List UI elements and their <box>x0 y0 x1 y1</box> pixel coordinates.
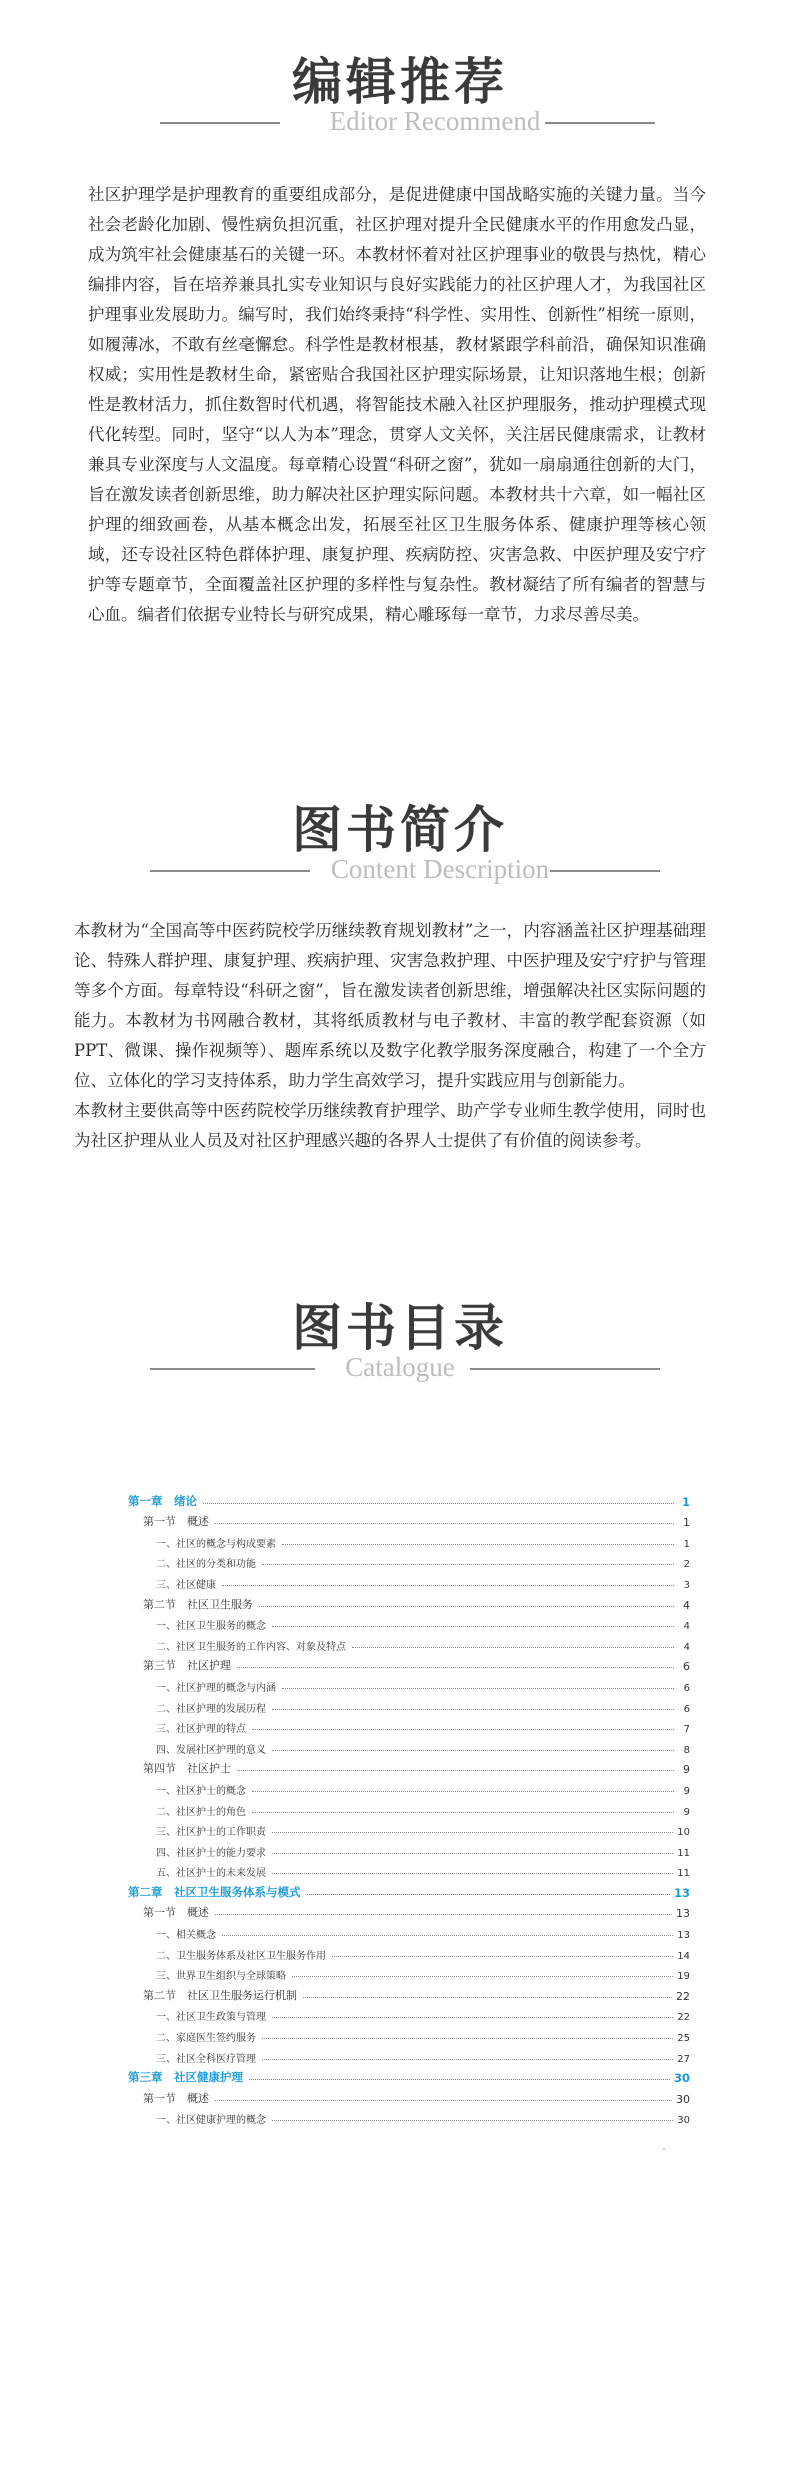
header-divider-right <box>470 1368 660 1370</box>
toc-item-row <box>128 1776 690 1797</box>
toc-entry-title: 二、社区卫生服务的工作内容、对象及特点 <box>156 1641 346 1653</box>
toc-leader-dots <box>272 1832 673 1833</box>
toc-page-number: 14 <box>677 1950 690 1962</box>
toc-item-row <box>128 1920 690 1941</box>
toc-leader-dots <box>262 2038 673 2039</box>
toc-entry-title: 二、社区护士的角色 <box>156 1806 246 1818</box>
toc-page-number: 19 <box>677 1971 690 1983</box>
toc-entry-title: 三、社区健康 <box>156 1579 216 1591</box>
toc-item-row <box>128 2023 690 2044</box>
toc-page-number: 25 <box>677 2033 690 2045</box>
toc-item-row <box>128 1550 690 1571</box>
toc-chapter-row <box>128 2065 690 2086</box>
toc-page-number: 9 <box>683 1763 690 1777</box>
decorative-dot <box>663 2148 665 2150</box>
toc-page-number: 4 <box>683 1641 690 1653</box>
toc-leader-dots <box>262 2059 673 2060</box>
toc-leader-dots <box>249 2079 670 2080</box>
toc-page-number: 13 <box>677 1930 690 1942</box>
toc-entry-title: 第二节 社区卫生服务运行机制 <box>143 1988 297 2002</box>
content-description-title: 图书简介 <box>292 801 508 859</box>
toc-entry-title: 一、相关概念 <box>156 1930 216 1942</box>
toc-leader-dots <box>203 1503 674 1504</box>
toc-page-number: 30 <box>676 2092 690 2106</box>
toc-page-number: 4 <box>683 1621 690 1633</box>
toc-page-number: 7 <box>683 1724 690 1736</box>
toc-section-row <box>128 1509 690 1530</box>
toc-chapter-row <box>128 1879 690 1900</box>
toc-entry-title: 三、社区全科医疗管理 <box>156 2053 256 2065</box>
toc-page-number: 9 <box>683 1806 690 1818</box>
toc-page-number: 1 <box>683 1538 690 1550</box>
toc-page-number: 4 <box>683 1598 690 1612</box>
toc-page-number: 30 <box>673 2071 690 2086</box>
editor-recommend-body <box>88 180 706 630</box>
toc-leader-dots <box>272 1750 674 1751</box>
toc-entry-title: 二、家庭医生签约服务 <box>156 2033 256 2045</box>
toc-entry-title: 第四节 社区护士 <box>143 1762 231 1776</box>
editor-recommend-paragraph: 社区护理学是护理教育的重要组成部分，是促进健康中国战略实施的关键力量。当今社会老龄化加剧、慢性病负担沉重，社区护理对提升全民健康水平的作用愈发凸显，成为筑牢社会健康基石的关键一环。本教材怀着对社区护理事业的敬畏与热忱，精心编排内容，旨在培养兼具扎实专业知识与良好实践能力的社区护理人才，为我国社区护理事业发展助力。编写时，我们始终秉持“科学性、实用性、创新性”相统一原则，如履薄冰，不敢有丝毫懈怠。科学性是教材根基，教材紧跟学科前沿，确保知识准确权威；实用性是教材生命，紧密贴合我国社区护理实际场景，让知识落地生根；创新性是教材活力，抓住数智时代机遇，将智能技术融入社区护理服务，推动护理模式现代化转型。同时，坚守“以人为本”理念，贯穿人文关怀，关注居民健康需求，让教材兼具专业深度与人文温度。每章精心设置“科研之窗”，犹如一扇扇通往创新的大门，旨在激发读者创新思维，助力解决社区护理实际问题。本教材共十六章，如一幅社区护理的细致画卷，从基本概念出发，拓展至社区卫生服务体系、健康护理等核心领域，还专设社区特色群体护理、康复护理、疾病防控、灾害急救、中医护理及安宁疗护等专题章节，全面覆盖社区护理的多样性与复杂性。教材凝结了所有编者的智慧与心血。编者们依据专业特长与研究成果，精心雕琢每一章节，力求尽善尽美。 <box>88 185 706 624</box>
toc-item-row <box>128 2044 690 2065</box>
toc-entry-title: 第三节 社区护理 <box>143 1659 231 1673</box>
toc-section-row <box>128 1653 690 1674</box>
toc-page-number: 13 <box>673 1885 690 1900</box>
toc-page-number: 1 <box>681 1494 690 1509</box>
toc-page-number: 11 <box>677 1868 690 1880</box>
toc-entry-title: 第一节 概述 <box>143 2091 209 2105</box>
toc-leader-dots <box>215 1914 672 1915</box>
toc-leader-dots <box>215 2100 672 2101</box>
toc-entry-title: 二、卫生服务体系及社区卫生服务作用 <box>156 1950 326 1962</box>
toc-item-row <box>128 1818 690 1839</box>
toc-leader-dots <box>259 1606 674 1607</box>
toc-section-row <box>128 1900 690 1921</box>
toc-item-row <box>128 2106 690 2127</box>
toc-page-number: 6 <box>683 1682 690 1694</box>
catalogue-title: 图书目录 <box>292 1299 508 1357</box>
content-description-body <box>74 916 706 1156</box>
toc-entry-title: 一、社区护理的概念与内涵 <box>156 1682 276 1694</box>
header-divider-left <box>160 122 280 124</box>
toc-entry-title: 二、社区护理的发展历程 <box>156 1703 266 1715</box>
toc-leader-dots <box>272 2120 673 2121</box>
toc-entry-title: 三、社区护理的特点 <box>156 1724 246 1736</box>
toc-item-row <box>128 1673 690 1694</box>
toc-leader-dots <box>307 1894 670 1895</box>
editor-recommend-subtitle: Editor Recommend <box>329 106 541 136</box>
toc-leader-dots <box>303 1997 672 1998</box>
toc-page-number: 2 <box>683 1559 690 1571</box>
toc-entry-title: 一、社区护士的概念 <box>156 1785 246 1797</box>
toc-entry-title: 三、社区护士的工作职责 <box>156 1827 266 1839</box>
toc-item-row <box>128 1632 690 1653</box>
toc-entry-title: 第二节 社区卫生服务 <box>143 1597 253 1611</box>
content-description-paragraph-2: 本教材主要供高等中医药院校学历继续教育护理学、助产学专业师生教学使用，同时也为社区护理从业人员及对社区护理感兴趣的各界人士提供了有价值的阅读参考。 <box>74 1101 706 1150</box>
toc-page-number: 27 <box>677 2053 690 2065</box>
toc-item-row <box>128 1735 690 1756</box>
toc-leader-dots <box>272 1853 673 1854</box>
toc-item-row <box>128 1529 690 1550</box>
toc-leader-dots <box>262 1564 674 1565</box>
catalogue-header <box>0 1288 800 1398</box>
toc-item-row <box>128 1962 690 1983</box>
content-description-header <box>0 790 800 900</box>
content-description-subtitle: Content Description <box>330 854 550 884</box>
toc-leader-dots <box>215 1523 674 1524</box>
toc-page-number: 1 <box>683 1516 690 1530</box>
toc-page-number: 30 <box>677 2115 690 2127</box>
toc-leader-dots <box>282 1544 674 1545</box>
toc-item-row <box>128 1941 690 1962</box>
toc-page-number: 13 <box>676 1907 690 1921</box>
toc-leader-dots <box>252 1812 674 1813</box>
toc-entry-title: 一、社区健康护理的概念 <box>156 2115 266 2127</box>
toc-page-number: 22 <box>677 2012 690 2024</box>
toc-leader-dots <box>237 1770 674 1771</box>
toc-entry-title: 第一章 绪论 <box>128 1493 197 1508</box>
toc-leader-dots <box>222 1935 673 1936</box>
toc-leader-dots <box>272 1709 674 1710</box>
toc-page-number: 10 <box>677 1827 690 1839</box>
toc-page-number: 8 <box>683 1744 690 1756</box>
toc-entry-title: 第三章 社区健康护理 <box>128 2070 243 2085</box>
toc-entry-title: 五、社区护士的未来发展 <box>156 1868 266 1880</box>
toc-leader-dots <box>332 1956 673 1957</box>
toc-section-row <box>128 1756 690 1777</box>
catalogue-subtitle: Catalogue <box>345 1352 455 1382</box>
toc-leader-dots <box>222 1585 674 1586</box>
header-divider-left <box>150 870 310 872</box>
toc-leader-dots <box>252 1791 674 1792</box>
toc-page-number: 11 <box>677 1847 690 1859</box>
toc-item-row <box>128 1838 690 1859</box>
toc-leader-dots <box>252 1729 674 1730</box>
toc-entry-title: 第一节 概述 <box>143 1515 209 1529</box>
content-description-paragraph-1: 本教材为“全国高等中医药院校学历继续教育规划教材”之一，内容涵盖社区护理基础理论、特殊人群护理、康复护理、疾病护理、灾害急救护理、中医护理及安宁疗护与管理等多个方面。每章特设“科研之窗”，旨在激发读者创新思维，增强解决社区实际问题的能力。本教材为书网融合教材，其将纸质教材与电子教材、丰富的教学配套资源（如PPT、微课、操作视频等）、题库系统以及数字化教学服务深度融合，构建了一个全方位、立体化的学习支持体系，助力学生高效学习，提升实践应用与创新能力。 <box>74 921 706 1090</box>
toc-section-row <box>128 2085 690 2106</box>
toc-item-row <box>128 1859 690 1880</box>
editor-recommend-title: 编辑推荐 <box>292 53 508 111</box>
toc-item-row <box>128 1797 690 1818</box>
toc-entry-title: 四、发展社区护理的意义 <box>156 1744 266 1756</box>
toc-item-row <box>128 1612 690 1633</box>
toc-chapter-row <box>128 1488 690 1509</box>
toc-page-number: 22 <box>676 1989 690 2003</box>
toc-entry-title: 三、世界卫生组织与全球策略 <box>156 1971 286 1983</box>
toc-page-number: 6 <box>683 1703 690 1715</box>
toc-leader-dots <box>282 1688 674 1689</box>
table-of-contents <box>128 1488 690 2126</box>
header-divider-right <box>545 122 655 124</box>
toc-item-row <box>128 1694 690 1715</box>
toc-page-number: 3 <box>683 1579 690 1591</box>
toc-leader-dots <box>272 2017 673 2018</box>
toc-entry-title: 第二章 社区卫生服务体系与模式 <box>128 1884 301 1899</box>
toc-entry-title: 一、社区卫生服务的概念 <box>156 1621 266 1633</box>
toc-leader-dots <box>272 1626 674 1627</box>
toc-entry-title: 四、社区护士的能力要求 <box>156 1847 266 1859</box>
toc-entry-title: 一、社区的概念与构成要素 <box>156 1538 276 1550</box>
toc-entry-title: 二、社区的分类和功能 <box>156 1559 256 1571</box>
toc-leader-dots <box>352 1647 674 1648</box>
toc-page-number: 6 <box>683 1660 690 1674</box>
toc-page-number: 9 <box>683 1785 690 1797</box>
editor-recommend-header <box>0 42 800 152</box>
toc-section-row <box>128 1982 690 2003</box>
toc-item-row <box>128 2003 690 2024</box>
header-divider-right <box>550 870 660 872</box>
toc-item-row <box>128 1570 690 1591</box>
toc-section-row <box>128 1591 690 1612</box>
toc-item-row <box>128 1715 690 1736</box>
toc-entry-title: 第一节 概述 <box>143 1906 209 1920</box>
toc-leader-dots <box>237 1667 674 1668</box>
toc-leader-dots <box>272 1873 673 1874</box>
toc-leader-dots <box>292 1976 673 1977</box>
toc-entry-title: 一、社区卫生政策与管理 <box>156 2012 266 2024</box>
header-divider-left <box>150 1368 315 1370</box>
